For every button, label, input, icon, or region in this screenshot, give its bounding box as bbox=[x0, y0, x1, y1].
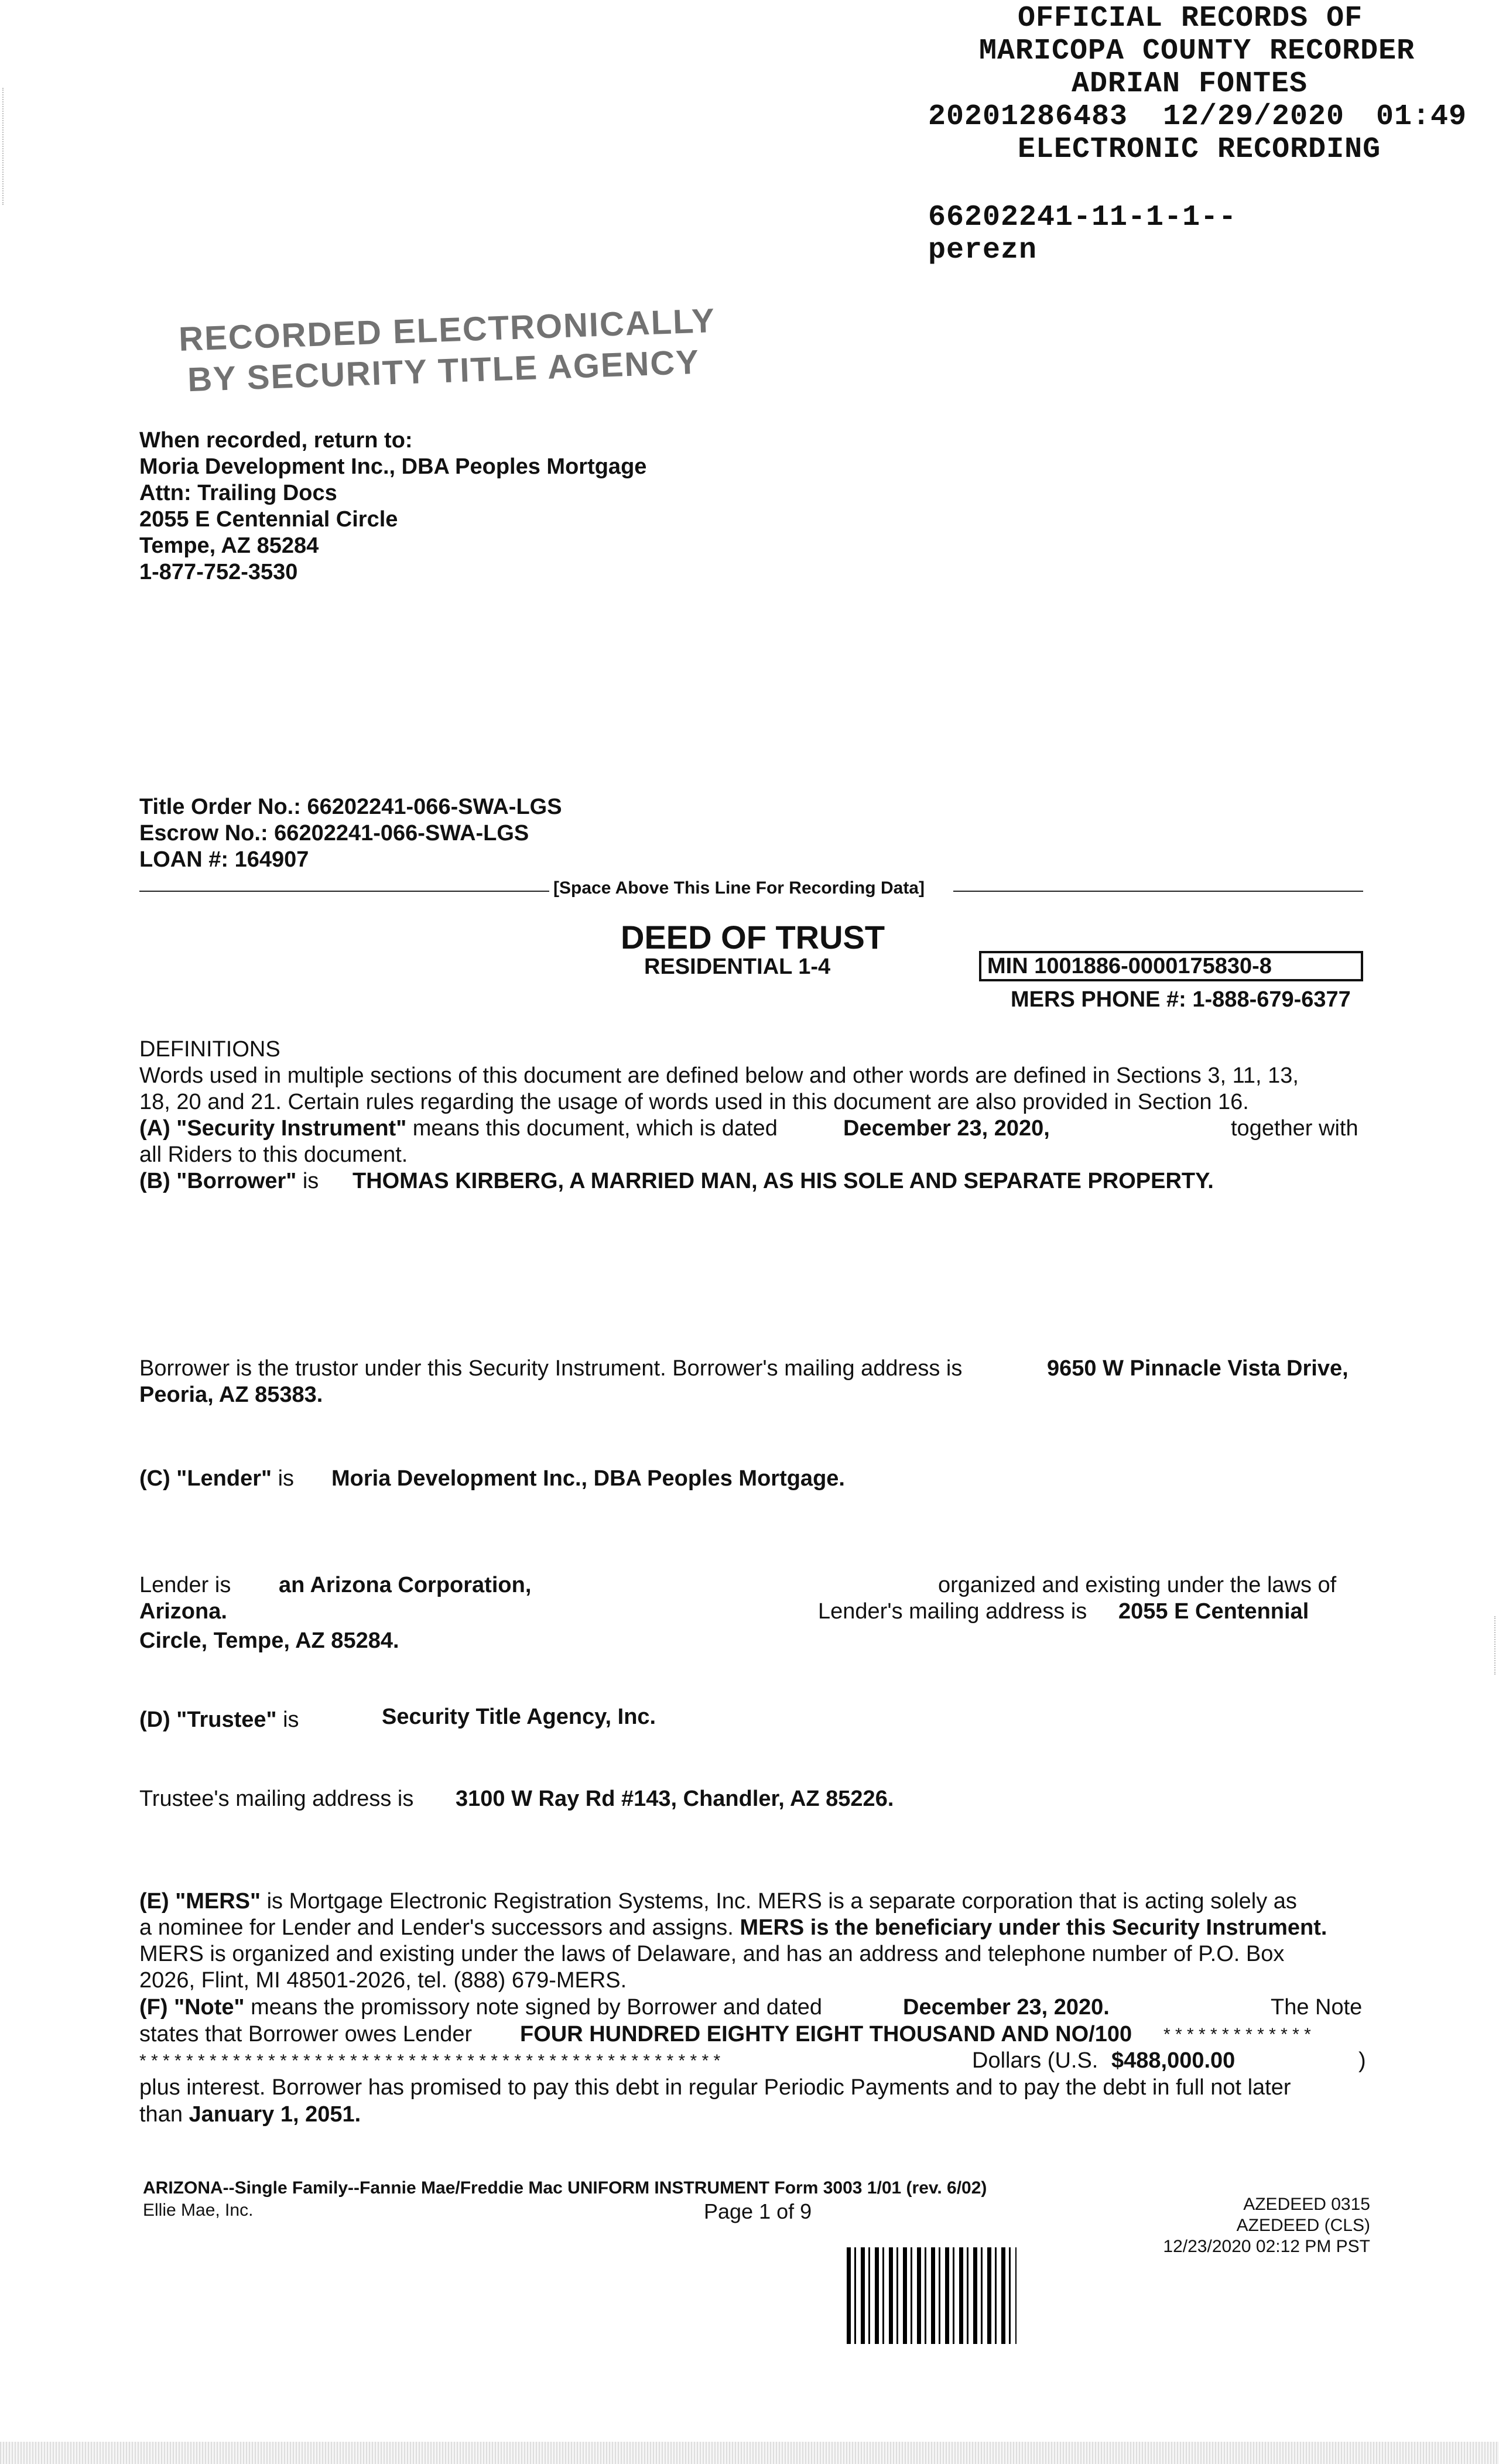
def-c-label: (C) "Lender" bbox=[139, 1466, 272, 1491]
lender-is: Lender is bbox=[139, 1573, 231, 1597]
def-e-label: (E) "MERS" bbox=[139, 1889, 261, 1914]
def-a-text: means this document, which is dated bbox=[406, 1116, 778, 1141]
lender-address-1: 2055 E Centennial bbox=[1118, 1599, 1309, 1624]
borrower-address-1: 9650 W Pinnacle Vista Drive, bbox=[1047, 1356, 1349, 1381]
borrower-name: THOMAS KIRBERG, A MARRIED MAN, AS HIS SOLE AND SEPARATE PROPERTY. bbox=[352, 1169, 1214, 1193]
lender-address-2: Circle, Tempe, AZ 85284. bbox=[139, 1628, 399, 1653]
maturity-line bbox=[139, 2102, 361, 2128]
vendor-name: Ellie Mae, Inc. bbox=[143, 2201, 254, 2220]
recording-time: 01:49 bbox=[1376, 100, 1467, 134]
definitions-intro-1: Words used in multiple sections of this document are defined below and other words are defined in Sections 3, 11, 13, bbox=[139, 1063, 1299, 1088]
definitions-section bbox=[139, 1036, 1369, 1115]
def-b-line bbox=[139, 1168, 319, 1195]
def-e-text-2a: a nominee for Lender and Lender's successors and assigns. bbox=[139, 1915, 740, 1940]
space-above-label: [Space Above This Line For Recording Data] bbox=[553, 878, 925, 898]
def-e-line-3: MERS is organized and existing under the laws of Delaware, and has an address and telephone number of P.O. Box bbox=[139, 1942, 1285, 1966]
def-c-line bbox=[139, 1466, 294, 1492]
recorded-electronically-stamp: RECORDED ELECTRONICALLY bbox=[178, 302, 716, 358]
return-to-heading: When recorded, return to: bbox=[139, 428, 413, 453]
def-a-line bbox=[139, 1115, 778, 1142]
return-to-line-3: 2055 E Centennial Circle bbox=[139, 507, 398, 532]
security-title-stamp: BY SECURITY TITLE AGENCY bbox=[187, 343, 701, 399]
scan-margin-mark bbox=[2, 88, 4, 205]
trustor-text: Borrower is the trustor under this Security Instrument. Borrower's mailing address is bbox=[139, 1356, 963, 1381]
escrow-value: 66202241-066-SWA-LGS bbox=[274, 821, 529, 846]
definitions-heading: DEFINITIONS bbox=[139, 1037, 280, 1062]
barcode-icon bbox=[847, 2247, 1017, 2344]
document-code: 66202241-11-1-1-- bbox=[928, 201, 1237, 234]
clerk-id: perezn bbox=[928, 234, 1038, 267]
trustee-name: Security Title Agency, Inc. bbox=[382, 1705, 656, 1729]
recorder-line-5: ELECTRONIC RECORDING bbox=[1018, 133, 1381, 166]
scan-edge-strip bbox=[0, 2442, 1499, 2464]
def-a-line-2: all Riders to this document. bbox=[139, 1142, 408, 1167]
escrow-label: Escrow No.: bbox=[139, 821, 268, 846]
def-d-line bbox=[139, 1707, 299, 1733]
def-d-is: is bbox=[276, 1707, 299, 1732]
def-a-together: together with bbox=[1231, 1116, 1358, 1141]
recorder-line-3: ADRIAN FONTES bbox=[1072, 67, 1308, 101]
def-a-date: December 23, 2020, bbox=[843, 1116, 1050, 1141]
trustee-address: 3100 W Ray Rd #143, Chandler, AZ 85226. bbox=[456, 1787, 894, 1811]
recording-rule-right bbox=[953, 891, 1363, 892]
print-timestamp: 12/23/2020 02:12 PM PST bbox=[1163, 2237, 1370, 2256]
def-f-text: means the promissory note signed by Borrower and dated bbox=[244, 1995, 822, 2020]
def-a-label: (A) "Security Instrument" bbox=[139, 1116, 407, 1141]
def-f-line-4: plus interest. Borrower has promised to pay this debt in regular Periodic Payments and to pay the debt in full not later bbox=[139, 2075, 1291, 2100]
maturity-than: than bbox=[139, 2102, 183, 2127]
lender-name: Moria Development Inc., DBA Peoples Mortgage. bbox=[331, 1466, 845, 1491]
amount-in-words: FOUR HUNDRED EIGHTY EIGHT THOUSAND AND NO/100 bbox=[520, 2022, 1132, 2047]
recording-rule-left bbox=[139, 891, 549, 892]
loan-value: 164907 bbox=[234, 847, 309, 872]
recording-date: 12/29/2020 bbox=[1163, 100, 1345, 134]
lender-organized: organized and existing under the laws of bbox=[938, 1573, 1337, 1597]
mers-phone: MERS PHONE #: 1-888-679-6377 bbox=[1011, 987, 1351, 1012]
def-e-text-1: is Mortgage Electronic Registration Systems, Inc. MERS is a separate corporation that is acting solely as bbox=[261, 1889, 1297, 1914]
escrow-row bbox=[139, 820, 562, 847]
page-subtitle: RESIDENTIAL 1-4 bbox=[644, 954, 831, 979]
title-order-row bbox=[139, 794, 562, 820]
lender-type: an Arizona Corporation, bbox=[279, 1573, 532, 1597]
def-b-is: is bbox=[296, 1169, 319, 1193]
page-title: DEED OF TRUST bbox=[621, 919, 885, 956]
recorder-line-1: OFFICIAL RECORDS OF bbox=[1018, 2, 1363, 35]
maturity-date: January 1, 2051. bbox=[189, 2102, 361, 2127]
trustee-mailing-label: Trustee's mailing address is bbox=[139, 1787, 414, 1811]
title-order-label: Title Order No.: bbox=[139, 795, 301, 819]
form-line: ARIZONA--Single Family--Fannie Mae/Freddie Mac UNIFORM INSTRUMENT Form 3003 1/01 (rev. 6/02) bbox=[143, 2178, 987, 2198]
def-e-line-1 bbox=[139, 1888, 1369, 1915]
loan-label: LOAN #: bbox=[139, 847, 228, 872]
owes-lender-label: states that Borrower owes Lender bbox=[139, 2022, 473, 2047]
page-number: Page 1 of 9 bbox=[704, 2199, 812, 2223]
loan-amount-paren: ) bbox=[1358, 2048, 1366, 2073]
the-note-label: The Note bbox=[1271, 1995, 1363, 2020]
def-c-is: is bbox=[272, 1466, 295, 1491]
def-d-label: (D) "Trustee" bbox=[139, 1707, 277, 1732]
def-f-label: (F) "Note" bbox=[139, 1995, 245, 2020]
lender-mailing-label: Lender's mailing address is bbox=[818, 1599, 1087, 1624]
return-to-line-2: Attn: Trailing Docs bbox=[139, 481, 337, 505]
borrower-address-2: Peoria, AZ 85383. bbox=[139, 1382, 323, 1407]
def-e-line-2 bbox=[139, 1915, 1369, 1941]
form-code-2: AZEDEED (CLS) bbox=[1236, 2216, 1370, 2235]
def-e-line-4: 2026, Flint, MI 48501-2026, tel. (888) 679-MERS. bbox=[139, 1968, 627, 1993]
dollars-label: Dollars (U.S. bbox=[972, 2048, 1098, 2073]
min-number-box: MIN 1001886-0000175830-8 bbox=[979, 951, 1363, 981]
title-order-value: 66202241-066-SWA-LGS bbox=[307, 795, 562, 819]
def-e-text-2b: MERS is the beneficiary under this Security Instrument. bbox=[740, 1915, 1327, 1940]
amount-stars-1: * * * * * * * * * * * * * bbox=[1163, 2025, 1311, 2044]
recorder-line-2: MARICOPA COUNTY RECORDER bbox=[979, 35, 1415, 68]
definitions-intro-2: 18, 20 and 21. Certain rules regarding the usage of words used in this document are also provided in Section 16. bbox=[139, 1090, 1249, 1114]
def-e-block bbox=[139, 1888, 1369, 1994]
return-to-line-5: 1-877-752-3530 bbox=[139, 560, 298, 584]
loan-amount: $488,000.00 bbox=[1111, 2048, 1236, 2073]
amount-stars-2: * * * * * * * * * * * * * * * * * * * * * * * * * * * * * * * * * * * * * * * * * * * * * * * * * * bbox=[139, 2051, 721, 2071]
form-code-1: AZEDEED 0315 bbox=[1243, 2195, 1370, 2214]
return-to-line-1: Moria Development Inc., DBA Peoples Mortgage bbox=[139, 454, 647, 479]
def-b-label: (B) "Borrower" bbox=[139, 1169, 297, 1193]
lender-state: Arizona. bbox=[139, 1599, 227, 1624]
return-to-line-4: Tempe, AZ 85284 bbox=[139, 533, 319, 558]
recording-number: 20201286483 bbox=[928, 100, 1128, 134]
note-date: December 23, 2020. bbox=[903, 1995, 1110, 2020]
scan-margin-mark-right bbox=[1494, 1616, 1495, 1675]
loan-row bbox=[139, 847, 562, 873]
def-f-line bbox=[139, 1994, 822, 2021]
